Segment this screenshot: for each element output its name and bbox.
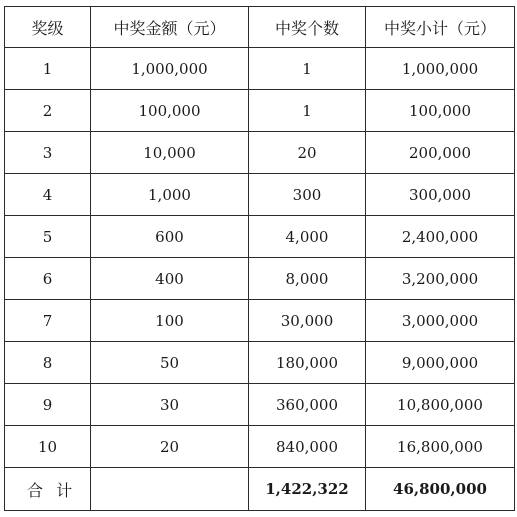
cell-level: 9	[5, 384, 91, 426]
cell-subtotal: 10,800,000	[366, 384, 515, 426]
cell-count: 1	[249, 48, 366, 90]
cell-subtotal: 200,000	[366, 132, 515, 174]
table-total-row	[5, 468, 515, 511]
table-row	[5, 426, 515, 468]
prize-table	[4, 6, 515, 511]
cell-amount: 1,000	[91, 174, 249, 216]
cell-subtotal: 1,000,000	[366, 48, 515, 90]
cell-amount: 50	[91, 342, 249, 384]
cell-count: 8,000	[249, 258, 366, 300]
total-label: 合 计	[5, 468, 91, 511]
cell-amount: 100,000	[91, 90, 249, 132]
cell-level: 6	[5, 258, 91, 300]
total-subtotal: 46,800,000	[366, 468, 515, 511]
table-row	[5, 384, 515, 426]
cell-amount: 1,000,000	[91, 48, 249, 90]
table-row	[5, 300, 515, 342]
cell-count: 20	[249, 132, 366, 174]
cell-subtotal: 300,000	[366, 174, 515, 216]
table-row	[5, 342, 515, 384]
cell-count: 30,000	[249, 300, 366, 342]
cell-level: 5	[5, 216, 91, 258]
cell-count: 4,000	[249, 216, 366, 258]
cell-count: 1	[249, 90, 366, 132]
cell-level: 10	[5, 426, 91, 468]
total-count: 1,422,322	[249, 468, 366, 511]
table-row	[5, 48, 515, 90]
cell-subtotal: 3,000,000	[366, 300, 515, 342]
table-row	[5, 132, 515, 174]
cell-level: 4	[5, 174, 91, 216]
cell-amount: 30	[91, 384, 249, 426]
header-level: 奖级	[5, 7, 91, 48]
cell-amount: 10,000	[91, 132, 249, 174]
table-row	[5, 216, 515, 258]
header-subtotal: 中奖小计（元）	[366, 7, 515, 48]
cell-subtotal: 16,800,000	[366, 426, 515, 468]
cell-count: 840,000	[249, 426, 366, 468]
table-row	[5, 90, 515, 132]
header-amount: 中奖金额（元）	[91, 7, 249, 48]
cell-subtotal: 2,400,000	[366, 216, 515, 258]
cell-amount: 20	[91, 426, 249, 468]
cell-subtotal: 100,000	[366, 90, 515, 132]
cell-amount: 600	[91, 216, 249, 258]
cell-amount: 100	[91, 300, 249, 342]
cell-subtotal: 3,200,000	[366, 258, 515, 300]
cell-count: 300	[249, 174, 366, 216]
cell-subtotal: 9,000,000	[366, 342, 515, 384]
cell-level: 8	[5, 342, 91, 384]
cell-level: 2	[5, 90, 91, 132]
table-row	[5, 174, 515, 216]
cell-level: 7	[5, 300, 91, 342]
header-count: 中奖个数	[249, 7, 366, 48]
table-header-row	[5, 7, 515, 48]
cell-amount: 400	[91, 258, 249, 300]
cell-count: 180,000	[249, 342, 366, 384]
cell-count: 360,000	[249, 384, 366, 426]
cell-level: 1	[5, 48, 91, 90]
total-amount	[91, 468, 249, 511]
cell-level: 3	[5, 132, 91, 174]
table-row	[5, 258, 515, 300]
